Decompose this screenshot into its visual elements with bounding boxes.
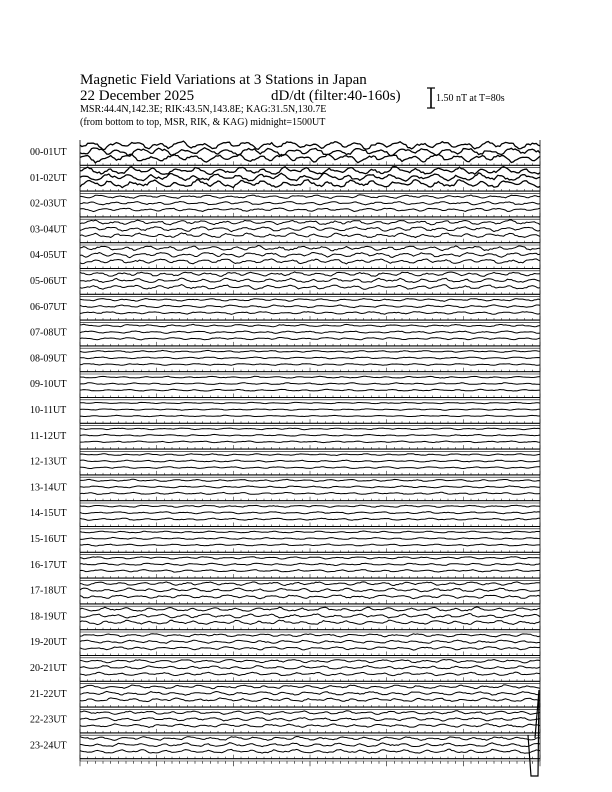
- trace-rik: [80, 253, 540, 258]
- trace-kag: [80, 338, 540, 340]
- trace-msr: [80, 454, 540, 456]
- row-label: 10-11UT: [30, 405, 67, 416]
- trace-rik: [80, 537, 540, 539]
- trace-msr: [80, 660, 540, 663]
- trace-msr: [80, 324, 540, 327]
- trace-msr: [80, 607, 540, 611]
- trace-rik: [80, 202, 540, 205]
- trace-rik: [80, 357, 540, 359]
- trace-kag: [80, 724, 540, 728]
- trace-rik: [80, 743, 540, 747]
- trace-rik: [80, 227, 540, 232]
- trace-kag: [80, 672, 540, 676]
- trace-rik: [80, 305, 540, 308]
- row-label: 09-10UT: [30, 379, 67, 391]
- trace-rik: [80, 409, 540, 410]
- row-label: 17-18UT: [30, 585, 67, 597]
- trace-msr: [80, 582, 540, 586]
- trace-msr: [80, 479, 540, 481]
- trace-msr: [80, 272, 540, 276]
- row-label: 14-15UT: [30, 508, 67, 520]
- row-label: 18-19UT: [30, 611, 67, 623]
- row-label: 03-04UT: [30, 224, 67, 236]
- order-note: (from bottom to top, MSR, RIK, & KAG) midnight=1500UT: [80, 117, 326, 128]
- trace-rik: [80, 434, 540, 436]
- row-label: 20-21UT: [30, 663, 67, 674]
- trace-msr: [80, 634, 540, 637]
- trace-msr: [80, 428, 540, 430]
- row-label: 08-09UT: [30, 353, 67, 365]
- trace-msr: [80, 245, 540, 250]
- trace-kag: [80, 492, 540, 494]
- chart-title: Magnetic Field Variations at 3 Stations in Japan: [80, 72, 367, 88]
- trace-kag: [80, 467, 540, 469]
- trace-kag: [80, 518, 540, 520]
- trace-rik: [80, 640, 540, 643]
- station-coordinates: MSR:44.4N,142.3E; RIK:43.5N,143.8E; KAG:31.5N,130.7E: [80, 104, 327, 115]
- trace-msr: [80, 737, 540, 741]
- row-label: 07-08UT: [30, 327, 67, 339]
- trace-msr: [80, 350, 540, 352]
- row-label: 13-14UT: [30, 482, 67, 494]
- trace-kag: [80, 647, 540, 650]
- trace-kag: [80, 259, 540, 264]
- trace-kag: [80, 749, 540, 753]
- trace-kag: [80, 180, 540, 188]
- trace-kag: [80, 441, 540, 443]
- trace-msr: [80, 711, 540, 715]
- row-label: 23-24UT: [30, 740, 67, 752]
- trace-rik: [80, 278, 540, 282]
- trace-msr: [80, 402, 540, 403]
- row-label: 19-20UT: [30, 637, 67, 649]
- row-label: 16-17UT: [30, 559, 67, 571]
- trace-rik: [80, 718, 540, 722]
- trace-kag: [80, 364, 540, 366]
- trace-kag: [80, 620, 540, 624]
- trace-rik: [80, 331, 540, 333]
- trace-rik: [80, 691, 540, 695]
- row-label: 11-12UT: [30, 430, 67, 442]
- row-label: 12-13UT: [30, 456, 67, 468]
- trace-kag: [80, 415, 540, 416]
- row-label: 04-05UT: [30, 250, 67, 262]
- trace-msr: [80, 376, 540, 378]
- trace-rik: [80, 588, 540, 592]
- trace-msr: [80, 195, 540, 199]
- trace-rik: [80, 486, 540, 488]
- trace-kag: [80, 698, 540, 702]
- row-label: 06-07UT: [30, 301, 67, 313]
- trace-rik: [80, 173, 540, 181]
- row-label: 21-22UT: [30, 688, 67, 700]
- trace-msr: [80, 505, 540, 507]
- trace-rik: [80, 666, 540, 669]
- row-label: 22-23UT: [30, 714, 67, 726]
- trace-msr: [80, 557, 540, 559]
- trace-msr: [80, 299, 540, 302]
- scale-bar-label: 1.50 nT at T=80s: [436, 93, 505, 104]
- trace-msr: [80, 531, 540, 533]
- trace-rik: [80, 383, 540, 385]
- trace-rik: [80, 460, 540, 462]
- trace-kag: [80, 312, 540, 315]
- row-label: 05-06UT: [30, 276, 67, 287]
- trace-rik: [80, 563, 540, 565]
- trace-kag: [80, 389, 540, 391]
- row-label: 02-03UT: [30, 198, 67, 210]
- trace-kag: [80, 208, 540, 212]
- chart-date: 22 December 2025: [80, 88, 195, 104]
- trace-msr: [80, 220, 540, 225]
- trace-kag: [80, 544, 540, 546]
- trace-kag: [80, 285, 540, 290]
- trace-msr: [80, 685, 540, 689]
- trace-kag: [80, 570, 540, 573]
- trace-kag: [80, 233, 540, 238]
- row-label: 01-02UT: [30, 172, 67, 184]
- row-label: 00-01UT: [30, 147, 67, 158]
- filter-label: dD/dt (filter:40-160s): [271, 88, 401, 104]
- trace-kag: [80, 595, 540, 599]
- trace-rik: [80, 614, 540, 619]
- trace-rik: [80, 512, 540, 514]
- row-label: 15-16UT: [30, 534, 67, 545]
